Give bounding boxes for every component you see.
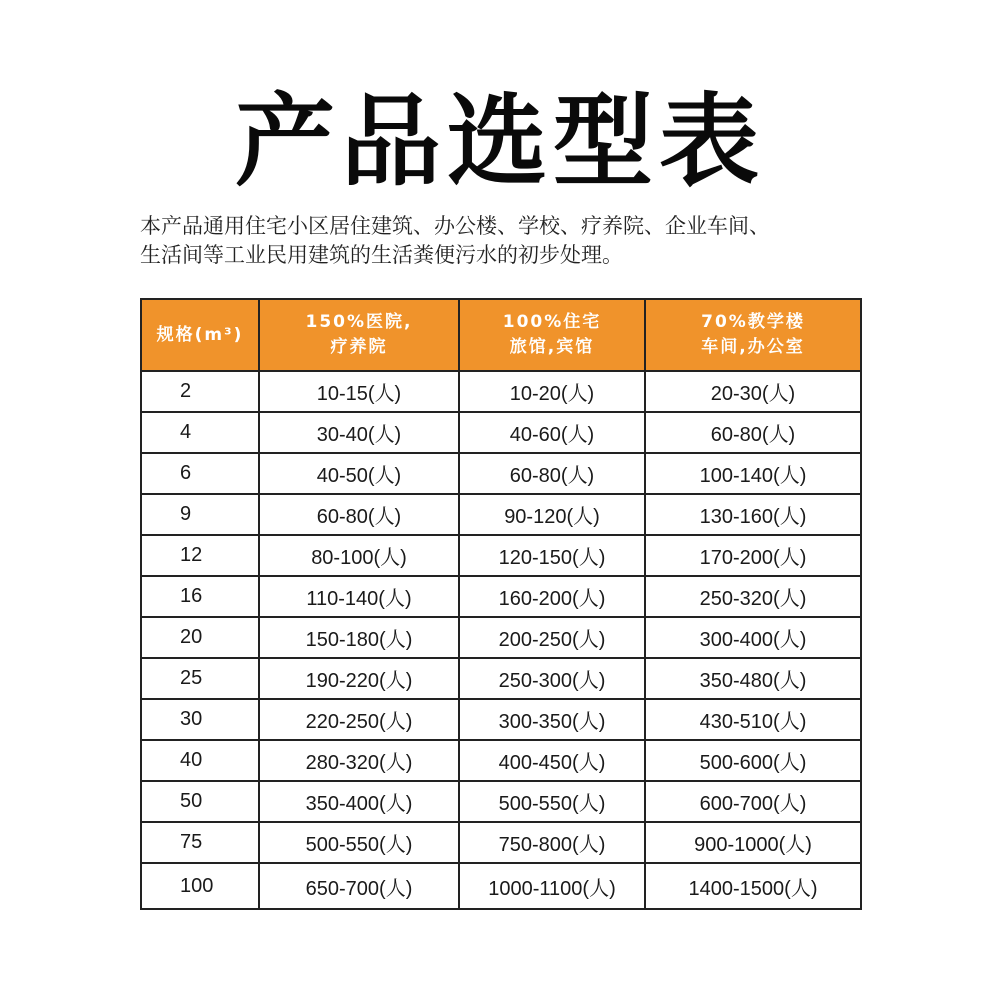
- intro-text: [140, 212, 870, 270]
- residential-cell: 90-120(人): [459, 494, 645, 535]
- residential-cell: 160-200(人): [459, 576, 645, 617]
- school-cell: 1400-1500(人): [645, 863, 861, 909]
- school-cell: 60-80(人): [645, 412, 861, 453]
- header-school: [645, 299, 861, 371]
- residential-cell: 300-350(人): [459, 699, 645, 740]
- spec-cell: 20: [141, 617, 259, 658]
- hospital-cell: 220-250(人): [259, 699, 459, 740]
- header-hospital-line-2: 疗养院: [330, 337, 388, 357]
- spec-cell: 2: [141, 371, 259, 412]
- residential-cell: 250-300(人): [459, 658, 645, 699]
- hospital-cell: 80-100(人): [259, 535, 459, 576]
- spec-cell: 100: [141, 863, 259, 909]
- table-row: [141, 699, 861, 740]
- school-cell: 250-320(人): [645, 576, 861, 617]
- school-cell: 600-700(人): [645, 781, 861, 822]
- residential-cell: 1000-1100(人): [459, 863, 645, 909]
- hospital-cell: 10-15(人): [259, 371, 459, 412]
- page-title: 产品选型表: [235, 83, 765, 200]
- residential-cell: 750-800(人): [459, 822, 645, 863]
- header-school-line-2: 车间,办公室: [701, 337, 805, 357]
- school-cell: 350-480(人): [645, 658, 861, 699]
- spec-cell: 50: [141, 781, 259, 822]
- intro-line-2: 生活间等工业民用建筑的生活粪便污水的初步处理。: [140, 243, 623, 267]
- residential-cell: 500-550(人): [459, 781, 645, 822]
- residential-cell: 40-60(人): [459, 412, 645, 453]
- header-hospital-line-1: 150%医院,: [305, 312, 413, 332]
- school-cell: 430-510(人): [645, 699, 861, 740]
- residential-cell: 60-80(人): [459, 453, 645, 494]
- school-cell: 100-140(人): [645, 453, 861, 494]
- hospital-cell: 280-320(人): [259, 740, 459, 781]
- residential-cell: 10-20(人): [459, 371, 645, 412]
- header-spec: [141, 299, 259, 371]
- header-spec-label: 规格(m³): [156, 324, 244, 345]
- header-residential-line-2: 旅馆,宾馆: [509, 337, 595, 357]
- table-row: [141, 781, 861, 822]
- table-row: [141, 371, 861, 412]
- header-school-line-1: 70%教学楼: [701, 312, 805, 332]
- residential-cell: 200-250(人): [459, 617, 645, 658]
- header-residential: [459, 299, 645, 371]
- spec-cell: 40: [141, 740, 259, 781]
- residential-cell: 400-450(人): [459, 740, 645, 781]
- table-row: [141, 822, 861, 863]
- school-cell: 170-200(人): [645, 535, 861, 576]
- hospital-cell: 500-550(人): [259, 822, 459, 863]
- spec-cell: 4: [141, 412, 259, 453]
- spec-cell: 16: [141, 576, 259, 617]
- school-cell: 300-400(人): [645, 617, 861, 658]
- spec-cell: 25: [141, 658, 259, 699]
- school-cell: 900-1000(人): [645, 822, 861, 863]
- table-row: [141, 658, 861, 699]
- table-row: [141, 617, 861, 658]
- table-row: [141, 494, 861, 535]
- hospital-cell: 150-180(人): [259, 617, 459, 658]
- intro-line-1: 本产品通用住宅小区居住建筑、办公楼、学校、疗养院、企业车间、: [140, 214, 770, 238]
- table-header-row: [141, 299, 861, 371]
- hospital-cell: 60-80(人): [259, 494, 459, 535]
- header-residential-line-1: 100%住宅: [502, 312, 602, 332]
- spec-cell: 75: [141, 822, 259, 863]
- table-row: [141, 576, 861, 617]
- header-hospital: [259, 299, 459, 371]
- hospital-cell: 190-220(人): [259, 658, 459, 699]
- table-body: [141, 371, 861, 909]
- school-cell: 20-30(人): [645, 371, 861, 412]
- hospital-cell: 30-40(人): [259, 412, 459, 453]
- table-row: [141, 740, 861, 781]
- selection-table: [140, 298, 862, 910]
- hospital-cell: 650-700(人): [259, 863, 459, 909]
- spec-cell: 30: [141, 699, 259, 740]
- hospital-cell: 350-400(人): [259, 781, 459, 822]
- hospital-cell: 110-140(人): [259, 576, 459, 617]
- hospital-cell: 40-50(人): [259, 453, 459, 494]
- table-row: [141, 535, 861, 576]
- school-cell: 130-160(人): [645, 494, 861, 535]
- table-row: [141, 412, 861, 453]
- school-cell: 500-600(人): [645, 740, 861, 781]
- spec-cell: 12: [141, 535, 259, 576]
- spec-cell: 9: [141, 494, 259, 535]
- table-row: [141, 453, 861, 494]
- table-row: [141, 863, 861, 909]
- residential-cell: 120-150(人): [459, 535, 645, 576]
- spec-cell: 6: [141, 453, 259, 494]
